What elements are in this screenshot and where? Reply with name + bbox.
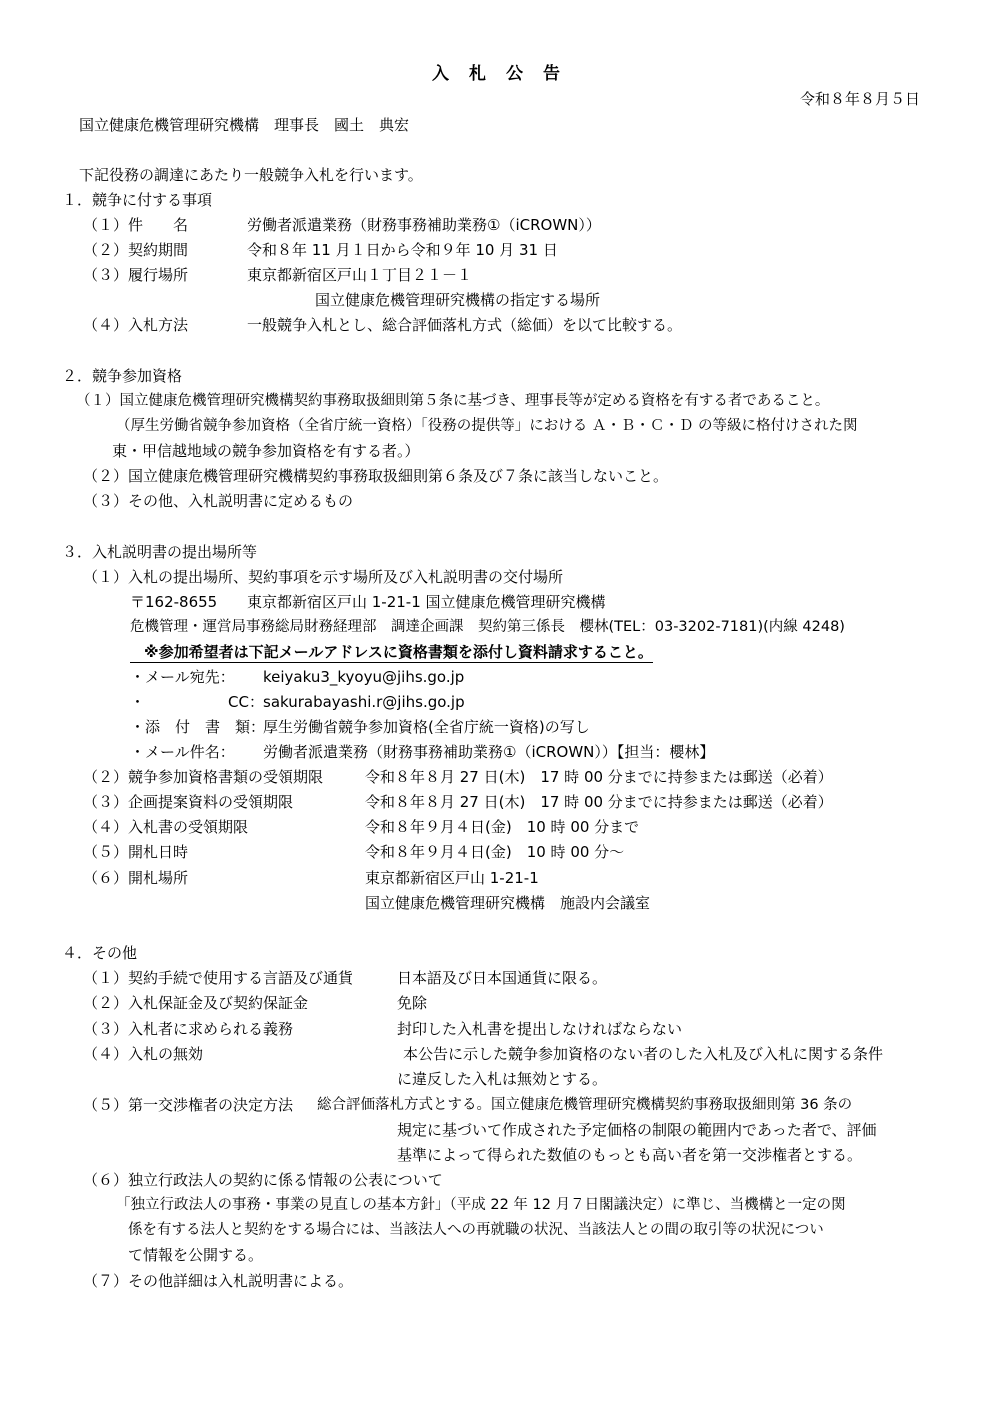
s3-row-label: （６）開札場所 (83, 869, 189, 887)
notice-date: 令和８年８月５日 (800, 90, 921, 108)
section-1-heading: １．競争に付する事項 (62, 191, 213, 209)
cc-address: sakurabayashi.r@jihs.go.jp (263, 693, 465, 711)
s3-row-label: （４）入札書の受領期限 (83, 818, 249, 836)
s1-item-value: 一般競争入札とし、総合評価落札方式（総価）を以て比較する。 (247, 316, 683, 334)
issuer: 国立健康危機管理研究機構 理事長 國土 典宏 (79, 116, 410, 134)
s3-row-value: 国立健康危機管理研究機構 施設内会議室 (365, 894, 651, 912)
cc-label: CC： (228, 693, 264, 711)
s4-row-label: （５）第一交渉権者の決定方法 (83, 1096, 294, 1114)
s2-item: （１）国立健康危機管理研究機構契約事務取扱細則第５条に基づき、理事長等が定める資格を有する者であること。 (76, 393, 830, 409)
s3-row-value: 令和８年８月 27 日(木) 17 時 00 分までに持参または郵送（必着） (365, 793, 833, 811)
s3-row-label: （３）企画提案資料の受領期限 (83, 793, 294, 811)
s4-row-label: （４）入札の無効 (83, 1045, 204, 1063)
section-2-heading: ２．競争参加資格 (62, 367, 183, 385)
address: 東京都新宿区戸山 1-21-1 国立健康危機管理研究機構 (247, 593, 606, 611)
s4-row-label: （１）契約手続で使用する言語及び通貨 (83, 969, 354, 987)
section-4-heading: ４．その他 (62, 944, 138, 962)
s4-row-label: （７）その他詳細は入札説明書による。 (83, 1272, 354, 1290)
s4-row-value: に違反した入札は無効とする。 (397, 1070, 608, 1088)
s4-row-value: 基準によって得られた数値のもっとも高い者を第一交渉権者とする。 (397, 1146, 863, 1164)
s4-paragraph: 「独立行政法人の事務・事業の見直しの基本方針」（平成 22 年 12 月７日閣議決定）に準じ、当機構と一定の関 (116, 1197, 846, 1213)
page-title: 入札公告 (432, 64, 580, 84)
s1-item-value: 国立健康危機管理研究機構の指定する場所 (315, 291, 601, 309)
s4-row-value: 規定に基づいて作成された予定価格の制限の範囲内であった者で、評価 (397, 1121, 877, 1139)
s3-row-value: 令和８年９月４日(金) 10 時 00 分～ (365, 843, 625, 861)
s4-row-value: 免除 (397, 994, 428, 1012)
s3-row-value: 東京都新宿区戸山 1-21-1 (365, 869, 539, 887)
s2-item-cont: （厚生労働省競争参加資格（全省庁統一資格）「役務の提供等」における Ａ・Ｂ・Ｃ・Ｄ の等級に格付けされた関 (116, 418, 858, 434)
s1-item-value: 労働者派遣業務（財務事務補助業務①（iCROWN）） (247, 216, 601, 234)
s4-paragraph: て情報を公開する。 (128, 1246, 264, 1264)
mail-to-label: ・メール宛先： (130, 668, 235, 686)
s1-item-label: （１）件 名 (83, 216, 189, 234)
s4-row-value: 日本語及び日本国通貨に限る。 (397, 969, 608, 987)
postal-code: 〒162-8655 (130, 593, 218, 611)
s2-item: （３）その他、入札説明書に定めるもの (83, 492, 354, 510)
mail-to-address: keiyaku3_kyoyu@jihs.go.jp (263, 668, 465, 686)
subject-value: 労働者派遣業務（財務事務補助業務①（iCROWN））【担当：櫻林】 (263, 743, 715, 761)
s1-item-value: 東京都新宿区戸山１丁目２１－１ (247, 266, 473, 284)
department: 危機管理・運営局事務総局財務経理部 調達企画課 契約第三係長 櫻林(TEL：03-3202-7181)(内線 4248) (130, 619, 845, 635)
section-3-heading: ３．入札説明書の提出場所等 (62, 543, 258, 561)
s4-row-value: 総合評価落札方式とする。国立健康危機管理研究機構契約事務取扱細則第 36 条の (317, 1097, 853, 1113)
s3-row-label: （５）開札日時 (83, 843, 189, 861)
s1-item-label: （４）入札方法 (83, 316, 189, 334)
attach-value: 厚生労働省競争参加資格(全省庁統一資格)の写し (263, 718, 590, 736)
s4-row-label: （３）入札者に求められる義務 (83, 1020, 294, 1038)
attach-label: ・添 付 書 類： (130, 718, 266, 736)
s4-row-label: （２）入札保証金及び契約保証金 (83, 994, 309, 1012)
s3-row-label: （２）競争参加資格書類の受領期限 (83, 768, 324, 786)
request-notice: ※参加希望者は下記メールアドレスに資格書類を添付し資料請求すること。 (130, 645, 653, 663)
s4-row-value: 封印した入札書を提出しなければならない (397, 1020, 683, 1038)
s2-item: （２）国立健康危機管理研究機構契約事務取扱細則第６条及び７条に該当しないこと。 (83, 467, 669, 485)
s3-item: （１）入札の提出場所、契約事項を示す場所及び入札説明書の交付場所 (83, 568, 564, 586)
s4-row-value: 本公告に示した競争参加資格のない者のした入札及び入札に関する条件 (403, 1045, 884, 1063)
subject-label: ・メール件名： (130, 743, 235, 761)
s3-row-value: 令和８年８月 27 日(木) 17 時 00 分までに持参または郵送（必着） (365, 768, 833, 786)
intro-text: 下記役務の調達にあたり一般競争入札を行います。 (79, 166, 423, 184)
s3-row-value: 令和８年９月４日(金) 10 時 00 分まで (365, 818, 640, 836)
s4-paragraph: 係を有する法人と契約をする場合には、当該法人への再就職の状況、当該法人との間の取引等の状況につい (128, 1222, 824, 1238)
cc-bullet: ・ (130, 693, 146, 711)
s1-item-value: 令和８年 11 月１日から令和９年 10 月 31 日 (247, 241, 558, 259)
s1-item-label: （２）契約期間 (83, 241, 189, 259)
s4-row-label: （６）独立行政法人の契約に係る情報の公表について (83, 1171, 443, 1189)
s1-item-label: （３）履行場所 (83, 266, 189, 284)
s2-item-cont: 東・甲信越地域の競争参加資格を有する者。） (112, 442, 420, 460)
